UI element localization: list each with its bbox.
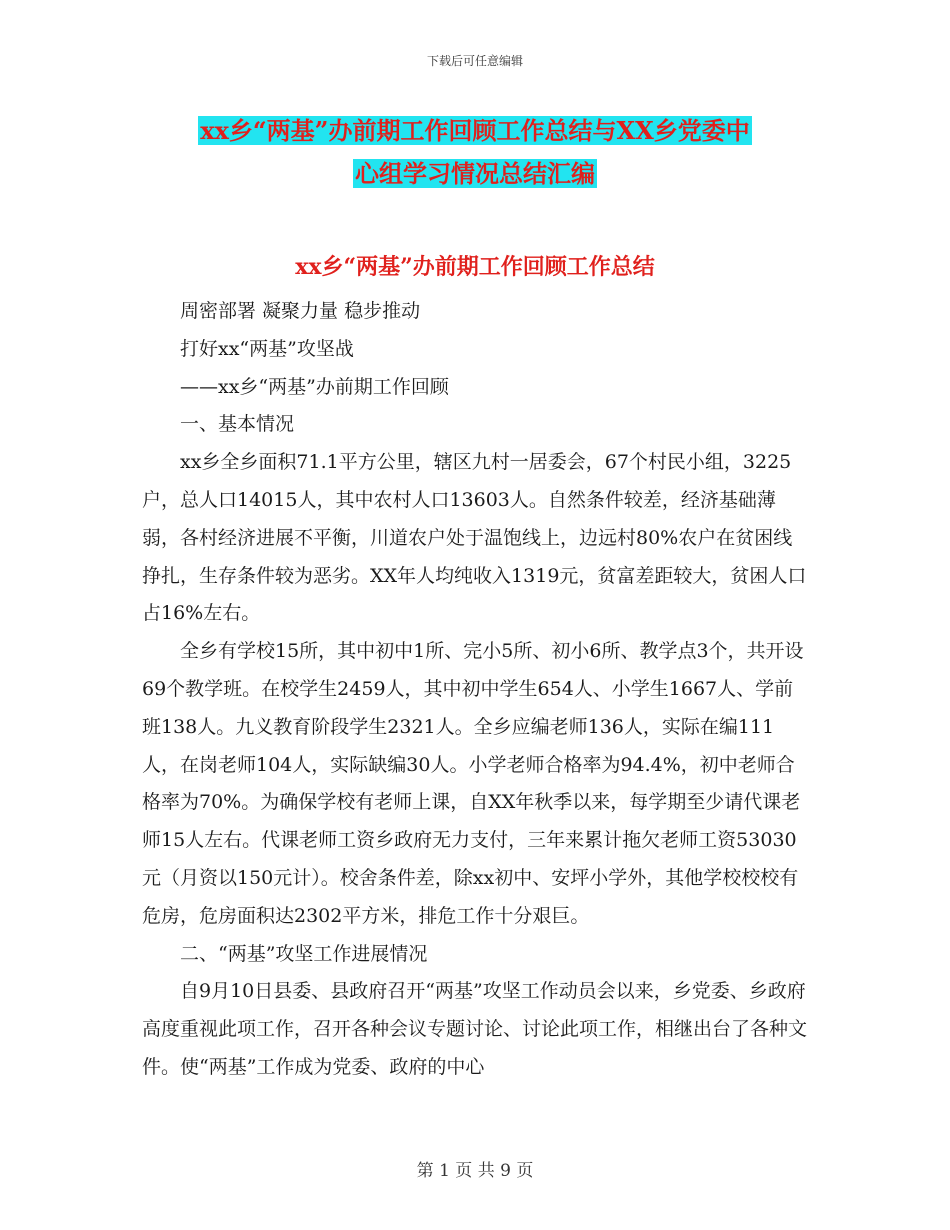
title-highlight-2: 心组学习情况总结汇编: [355, 159, 595, 188]
slogan-line-1: 周密部署 凝聚力量 稳步推动: [180, 300, 421, 322]
document-title-line-2: [0, 157, 950, 191]
title-highlight-1: xx乡“两基”办前期工作回顾工作总结与XX乡党委中: [200, 116, 750, 145]
section-title: xx乡“两基”办前期工作回顾工作总结: [295, 254, 655, 280]
heading-progress: 二、“两基”攻坚工作进展情况: [180, 942, 428, 965]
paragraph-overview: xx乡全乡面积71.1平方公里，辖区九村一居委会，67个村民小组，3225户，总人口14015人，其中农村人口13603人。自然条件较差，经济基础薄弱，各村经济进展不平衡，川道农户处于温饱线上，边远村80%农户在贫困线挣扎，生存条件较为恶劣。XX年人均纯收入1319元，贫富差距较大，贫困人口占16%左右。: [142, 451, 807, 625]
paragraph-schools: 全乡有学校15所，其中初中1所、完小5所、初小6所、教学点3个，共开设69个教学班。在校学生2459人，其中初中学生654人、小学生1667人、学前班138人。九义教育阶段学生2321人。全乡应编老师136人，实际在编111人，在岗老师104人，实际缺编30人。小学老师合格率为94.4%，初中老师合格率为70%。为确保学校有老师上课，自XX年秋季以来，每学期至少请代课老师15人左右。代课老师工资乡政府无力支付，三年来累计拖欠老师工资53030元（月资以150元计）。校舍条件差，除xx初中、安坪小学外，其他学校校校有危房，危房面积达2302平方米，排危工作十分艰巨。: [142, 640, 804, 927]
slogan-line-2: 打好xx“两基”攻坚战: [180, 337, 354, 360]
page-number-footer: 第 1 页 共 9 页: [416, 1161, 534, 1181]
heading-basic-situation: 一、基本情况: [180, 413, 295, 436]
paragraph-progress: 自9月10日县委、县政府召开“两基”攻坚工作动员会以来，乡党委、乡政府高度重视此项工作，召开各种会议专题讨论、讨论此项工作，相继出台了各种文件。使“两基”工作成为党委、政府的中心: [142, 980, 808, 1078]
slogan-subtitle: ——xx乡“两基”办前期工作回顾: [180, 375, 449, 398]
page-header-note: 下载后可任意编辑: [426, 54, 523, 68]
document-title-line-1: [0, 114, 950, 148]
document-body: [142, 293, 810, 1087]
